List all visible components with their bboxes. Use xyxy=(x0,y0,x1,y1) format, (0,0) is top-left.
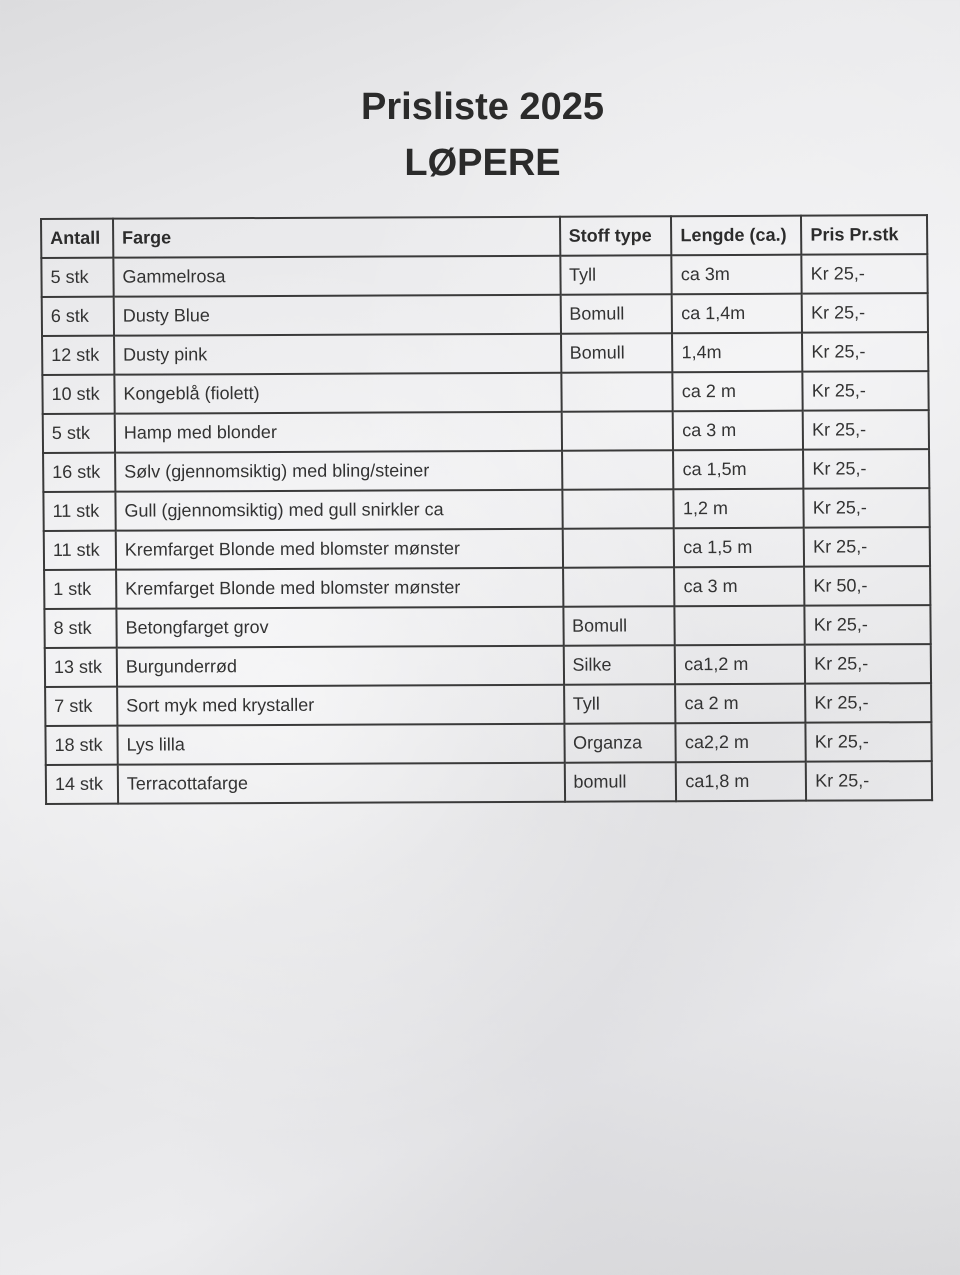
cell-stoff-type: bomull xyxy=(564,762,676,801)
cell-pris: Kr 25,- xyxy=(802,254,928,294)
cell-farge: Kremfarget Blonde med blomster mønster xyxy=(116,529,563,570)
table-row xyxy=(43,449,929,492)
cell-lengde xyxy=(675,606,805,646)
cell-lengde: ca 1,5 m xyxy=(674,528,804,568)
table-row xyxy=(46,761,932,804)
cell-stoff-type xyxy=(561,411,673,450)
cell-stoff-type: Silke xyxy=(563,645,675,684)
cell-farge: Sort myk med krystaller xyxy=(117,685,564,726)
cell-stoff-type: Bomull xyxy=(560,294,672,333)
cell-lengde: ca1,2 m xyxy=(675,645,805,685)
header-farge: Farge xyxy=(113,217,560,258)
cell-antall: 12 stk xyxy=(42,336,114,375)
cell-farge: Gull (gjennomsiktig) med gull snirkler ca xyxy=(115,490,562,531)
cell-pris: Kr 25,- xyxy=(804,488,930,528)
cell-pris: Kr 50,- xyxy=(804,566,930,606)
cell-antall: 11 stk xyxy=(43,492,115,531)
cell-lengde: ca1,8 m xyxy=(676,762,806,802)
cell-antall: 18 stk xyxy=(45,726,117,765)
cell-antall: 16 stk xyxy=(43,453,115,492)
header-antall: Antall xyxy=(41,219,113,258)
cell-pris: Kr 25,- xyxy=(802,332,928,372)
cell-farge: Hamp med blonder xyxy=(115,412,562,453)
cell-farge: Kongeblå (fiolett) xyxy=(114,373,561,414)
cell-lengde: ca 2 m xyxy=(673,372,803,412)
table-row xyxy=(41,254,927,297)
price-table xyxy=(40,214,933,805)
table-row xyxy=(44,605,930,648)
cell-farge: Sølv (gjennomsiktig) med bling/steiner xyxy=(115,451,562,492)
cell-lengde: ca 3 m xyxy=(673,411,803,451)
table-row xyxy=(45,683,931,726)
cell-stoff-type: Tyll xyxy=(560,255,672,294)
cell-pris: Kr 25,- xyxy=(803,410,929,450)
cell-antall: 14 stk xyxy=(46,765,118,804)
cell-antall: 5 stk xyxy=(43,414,115,453)
cell-pris: Kr 25,- xyxy=(805,644,931,684)
cell-antall: 7 stk xyxy=(45,687,117,726)
cell-stoff-type xyxy=(563,567,675,606)
cell-farge: Kremfarget Blonde med blomster mønster xyxy=(116,568,563,609)
cell-farge: Burgunderrød xyxy=(117,646,564,687)
table-row xyxy=(44,566,930,609)
cell-pris: Kr 25,- xyxy=(803,449,929,489)
cell-antall: 5 stk xyxy=(41,258,113,297)
table-row xyxy=(42,332,928,375)
table-row xyxy=(44,527,930,570)
cell-pris: Kr 25,- xyxy=(803,371,929,411)
page-subtitle: LØPERE xyxy=(404,142,561,184)
cell-stoff-type: Bomull xyxy=(561,333,673,372)
table-row xyxy=(42,293,928,336)
table-row xyxy=(45,644,931,687)
cell-lengde: ca2,2 m xyxy=(676,723,806,763)
cell-lengde: ca 3m xyxy=(672,255,802,295)
cell-pris: Kr 25,- xyxy=(806,761,932,801)
table-row xyxy=(42,371,928,414)
cell-stoff-type: Tyll xyxy=(564,684,676,723)
cell-lengde: 1,4m xyxy=(672,333,802,373)
cell-farge: Terracottafarge xyxy=(118,763,565,804)
cell-lengde: ca 3 m xyxy=(674,567,804,607)
cell-pris: Kr 25,- xyxy=(804,527,930,567)
cell-farge: Dusty Blue xyxy=(114,295,561,336)
cell-pris: Kr 25,- xyxy=(805,605,931,645)
cell-antall: 11 stk xyxy=(44,531,116,570)
cell-antall: 8 stk xyxy=(44,609,116,648)
cell-antall: 6 stk xyxy=(42,297,114,336)
cell-stoff-type: Organza xyxy=(564,723,676,762)
cell-pris: Kr 25,- xyxy=(802,293,928,333)
cell-antall: 13 stk xyxy=(45,648,117,687)
cell-lengde: ca 2 m xyxy=(675,684,805,724)
cell-stoff-type xyxy=(562,528,674,567)
table-row xyxy=(45,722,931,765)
cell-farge: Dusty pink xyxy=(114,334,561,375)
table-row xyxy=(43,488,929,531)
table-header-row xyxy=(41,215,927,258)
cell-pris: Kr 25,- xyxy=(806,722,932,762)
header-pris: Pris Pr.stk xyxy=(801,215,927,255)
cell-lengde: ca 1,4m xyxy=(672,294,802,334)
cell-farge: Lys lilla xyxy=(117,724,564,765)
cell-farge: Betongfarget grov xyxy=(116,607,563,648)
header-stoff-type: Stoff type xyxy=(560,216,672,255)
cell-stoff-type: Bomull xyxy=(563,606,675,645)
cell-antall: 10 stk xyxy=(42,375,114,414)
cell-farge: Gammelrosa xyxy=(113,256,560,297)
table-row xyxy=(43,410,929,453)
cell-stoff-type xyxy=(561,372,673,411)
header-lengde: Lengde (ca.) xyxy=(671,216,801,256)
cell-antall: 1 stk xyxy=(44,570,116,609)
page-title: Prisliste 2025 xyxy=(361,86,604,128)
cell-lengde: ca 1,5m xyxy=(673,450,803,490)
cell-stoff-type xyxy=(562,450,674,489)
cell-pris: Kr 25,- xyxy=(805,683,931,723)
cell-stoff-type xyxy=(562,489,674,528)
cell-lengde: 1,2 m xyxy=(674,489,804,529)
